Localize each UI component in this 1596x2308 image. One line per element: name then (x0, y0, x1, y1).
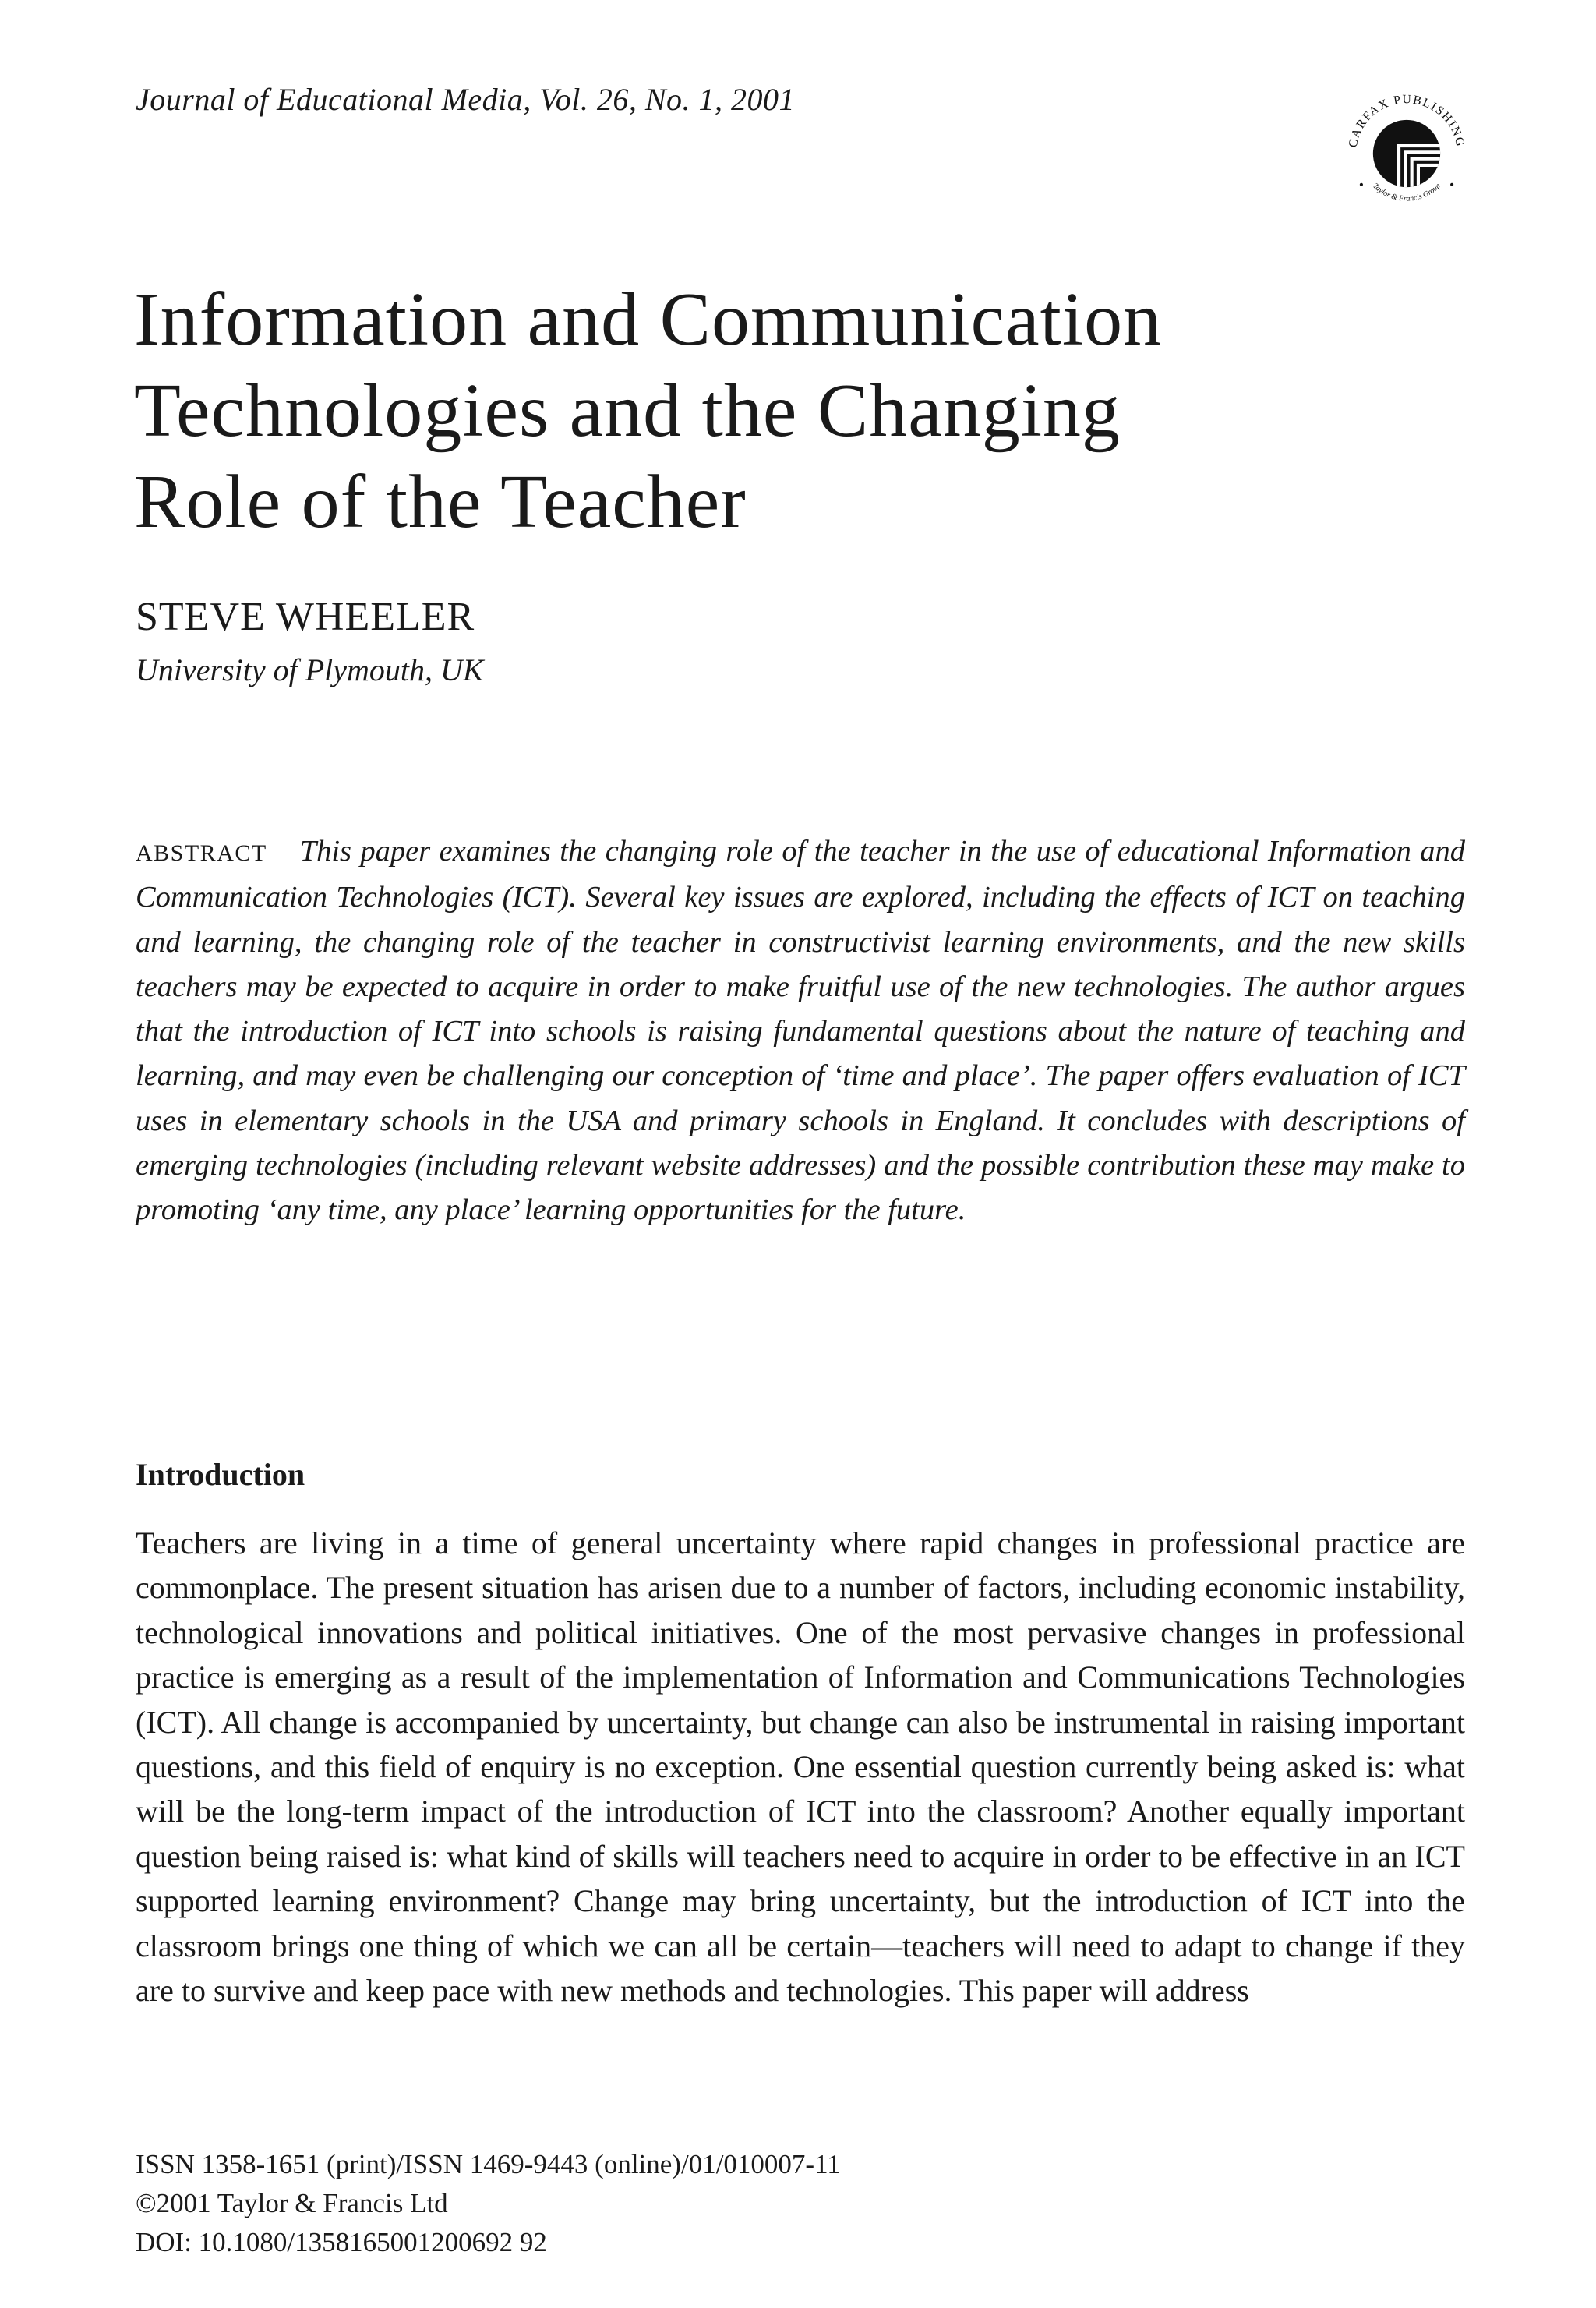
journal-citation: Journal of Educational Media, Vol. 26, No. 1, 2001 (136, 82, 796, 117)
logo-ring-text-bottom: Taylor & Francis Group (1371, 182, 1442, 203)
abstract (136, 829, 1465, 1233)
abstract-text: This paper examines the changing role of the teacher in the use of educational Information and Communication Technologies (ICT). Several key issues are explored, including the effects of ICT on teaching and learning, the changing role of the teacher in constructivist learning environments, and the new skills teachers may be expected to acquire in order to make fruitful use of the new technologies. The author argues that the introduction of ICT into schools is raising fundamental questions about the nature of teaching and learning, and may even be challenging our conception of ‘time and place’. The paper offers evaluation of ICT uses in elementary schools in the USA and primary schools in England. It concludes with descriptions of emerging technologies (including relevant website addresses) and the possible contribution these may make to promoting ‘any time, any place’ learning opportunities for the future. (136, 835, 1465, 1227)
title-line: Technologies and the Changing (134, 369, 1121, 453)
section-heading-introduction: Introduction (136, 1457, 305, 1492)
copyright-line: ©2001 Taylor & Francis Ltd (136, 2188, 448, 2218)
logo-ring-text-top: CARFAX PUBLISHING (1346, 93, 1467, 149)
abstract-label: ABSTRACT (136, 840, 267, 866)
issn-line: ISSN 1358-1651 (print)/ISSN 1469-9443 (online)/01/010007-11 (136, 2149, 841, 2179)
title-line: Role of the Teacher (134, 460, 747, 544)
article-title (134, 274, 1506, 548)
publication-footer (136, 2145, 841, 2262)
doi-line: DOI: 10.1080/1358165001200692 92 (136, 2227, 547, 2257)
author-affiliation: University of Plymouth, UK (136, 652, 484, 687)
carfax-publishing-logo (1342, 89, 1471, 218)
introduction-paragraph: Teachers are living in a time of general uncertainty where rapid changes in professional practice are commonplace. The present situation has arisen due to a number of factors, including economic instability, technological innovations and political initiatives. One of the most pervasive changes in professional practice is emerging as a result of the implementation of Information and Communications Technologies (ICT). All change is accompanied by uncertainty, but change can also be instrumental in raising important questions, and this field of enquiry is no exception. One essential question currently being asked is: what will be the long-term impact of the introduction of ICT into the classroom? Another equally important question being raised is: what kind of skills will teachers need to acquire in order to be effective in an ICT supported learning environment? Change may bring uncertainty, but the introduction of ICT into the classroom brings one thing of which we can all be certain—teachers will need to adapt to change if they are to survive and keep pace with new methods and technologies. This paper will address (136, 1525, 1465, 2009)
author-name: STEVE WHEELER (136, 595, 475, 639)
title-line: Information and Communication (134, 277, 1163, 362)
